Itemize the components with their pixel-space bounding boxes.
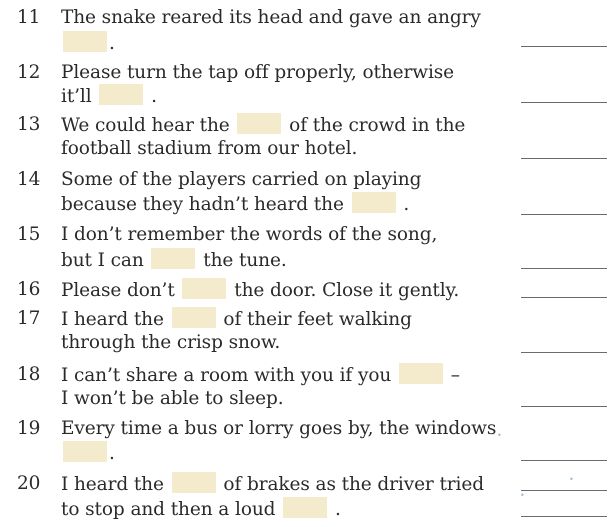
question-text-line: I heard the of brakes as the driver tried [61, 474, 484, 495]
answer-line[interactable] [521, 460, 607, 461]
question-text-line: Please don’t the door. Close it gently. [61, 280, 460, 301]
question-number: 15 [17, 224, 41, 245]
question-text-line: it’ll . [61, 86, 157, 107]
answer-line[interactable] [521, 406, 607, 407]
answer-line[interactable] [521, 102, 607, 103]
answer-gap[interactable] [352, 192, 396, 213]
question-number: 14 [17, 169, 41, 190]
question-text-line: Some of the players carried on playing [61, 169, 422, 190]
answer-gap[interactable] [399, 363, 443, 384]
answer-gap[interactable] [182, 278, 226, 299]
answer-line[interactable] [521, 158, 607, 159]
answer-gap[interactable] [63, 441, 107, 462]
question-text-line: . [61, 31, 115, 56]
question-text-line: I heard the of their feet walking [61, 309, 412, 330]
question-number: 16 [17, 279, 41, 300]
answer-line[interactable] [521, 490, 607, 491]
question-number: 12 [17, 62, 41, 83]
print-speck: • [520, 491, 525, 500]
answer-gap[interactable] [172, 307, 216, 328]
question-text-line: football stadium from our hotel. [61, 138, 358, 159]
answer-gap[interactable] [99, 84, 143, 105]
answer-line[interactable] [521, 214, 607, 215]
question-number: 11 [17, 7, 41, 28]
question-text-line: . [61, 441, 115, 466]
answer-line[interactable] [521, 268, 607, 269]
answer-gap[interactable] [283, 497, 327, 518]
question-number: 19 [17, 418, 41, 439]
question-text-line: Please turn the tap off properly, otherwise [61, 62, 455, 83]
question-number: 20 [17, 473, 41, 494]
question-text-line: but I can the tune. [61, 250, 287, 271]
question-number: 17 [17, 308, 41, 329]
answer-line[interactable] [521, 46, 607, 47]
answer-gap[interactable] [151, 248, 195, 269]
print-speck: • [497, 431, 502, 440]
question-text-line: I can’t share a room with you if you – [61, 365, 460, 386]
question-text-line: Every time a bus or lorry goes by, the windows [61, 418, 497, 439]
answer-line[interactable] [521, 516, 607, 517]
question-text-line: to stop and then a loud . [61, 499, 341, 520]
answer-line[interactable] [521, 297, 607, 298]
answer-gap[interactable] [172, 472, 216, 493]
answer-gap[interactable] [237, 113, 281, 134]
question-text-line: because they hadn’t heard the . [61, 194, 410, 215]
question-text-line: I won’t be able to sleep. [61, 388, 284, 409]
question-number: 13 [17, 114, 41, 135]
answer-line[interactable] [521, 352, 607, 353]
question-text-line: We could hear the of the crowd in the [61, 115, 466, 136]
answer-gap[interactable] [63, 31, 107, 52]
question-number: 18 [17, 364, 41, 385]
print-speck: • [569, 475, 574, 484]
question-text-line: I don’t remember the words of the song, [61, 224, 438, 245]
question-text-line: The snake reared its head and gave an angry [61, 7, 481, 28]
question-text-line: through the crisp snow. [61, 332, 281, 353]
